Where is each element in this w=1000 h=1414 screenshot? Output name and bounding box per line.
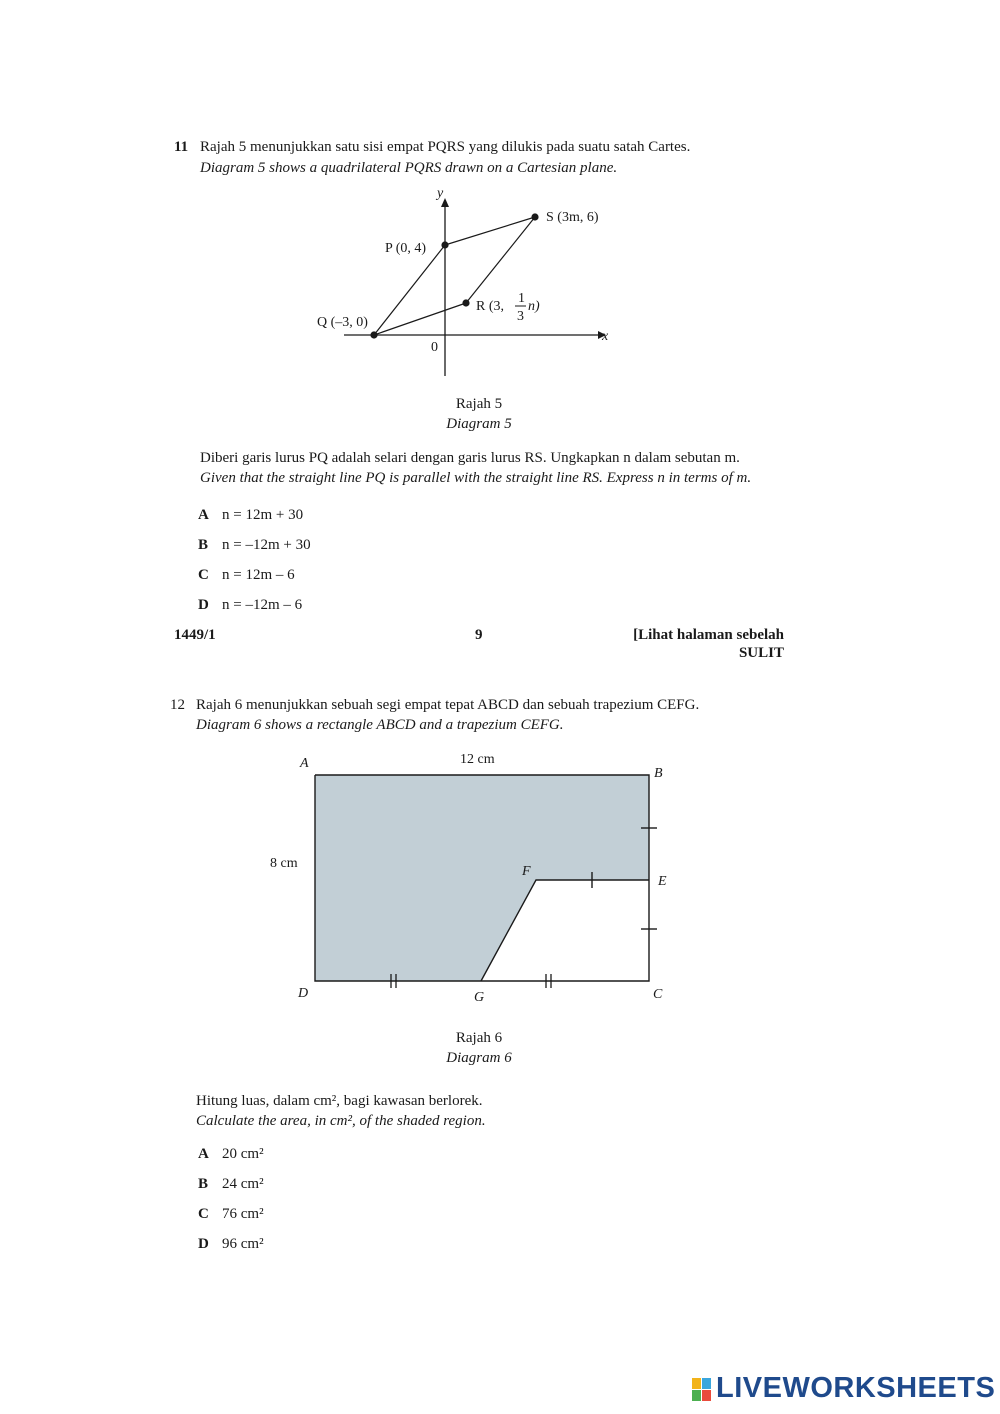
q12-option-b[interactable] <box>198 1176 264 1193</box>
caption-rajah-6: Rajah 6 <box>455 1030 503 1046</box>
point-p <box>441 241 448 248</box>
q11-option-d[interactable] <box>198 597 302 614</box>
option-letter: C <box>198 1206 209 1222</box>
point-s <box>531 213 538 220</box>
question-11-text-ms: Rajah 5 menunjukkan satu sisi empat PQRS yang dilukis pada suatu satah Cartes. <box>200 139 691 155</box>
option-letter: A <box>198 507 209 523</box>
option-text: n = –12m – 6 <box>222 597 303 613</box>
liveworksheets-brand: LIVEWORKSHEETS <box>716 1372 996 1404</box>
question-12-text-en: Diagram 6 shows a rectangle ABCD and a trapezium CEFG. <box>196 717 564 733</box>
label-r <box>476 299 504 314</box>
label-top-length: 12 cm <box>460 752 495 767</box>
option-text: n = 12m + 30 <box>222 507 304 523</box>
option-letter: C <box>198 567 209 583</box>
q11-option-c[interactable] <box>198 567 295 584</box>
label-d: D <box>298 986 309 1001</box>
question-12-text-ms: Rajah 6 menunjukkan sebuah segi empat tepat ABCD dan sebuah trapezium CEFG. <box>196 697 700 713</box>
option-text: n = –12m + 30 <box>222 537 311 553</box>
diagram-6 <box>260 745 690 1010</box>
origin-label: 0 <box>431 340 438 355</box>
caption-diagram-6: Diagram 6 <box>446 1050 512 1066</box>
point-r <box>462 299 469 306</box>
diagram-5 <box>300 180 630 385</box>
option-letter: B <box>198 537 209 553</box>
liveworksheets-logo-icon <box>692 1378 712 1402</box>
x-axis-label: x <box>602 329 609 344</box>
label-e: E <box>658 874 667 889</box>
question-11-prompt-en: Given that the straight line PQ is parallel with the straight line RS. Express n in terms of m. <box>200 470 752 486</box>
option-letter: A <box>198 1146 209 1162</box>
footer-paper-code: 1449/1 <box>174 627 216 643</box>
question-11-number: 11 <box>174 139 189 155</box>
label-q: Q (–3, 0) <box>317 315 368 330</box>
option-text: 20 cm² <box>222 1146 264 1162</box>
label-b: B <box>654 766 663 781</box>
question-11-text-en: Diagram 5 shows a quadrilateral PQRS drawn on a Cartesian plane. <box>200 160 618 176</box>
label-a: A <box>300 756 309 771</box>
y-axis-label: y <box>437 186 444 201</box>
option-text: 96 cm² <box>222 1236 264 1252</box>
point-q <box>370 331 377 338</box>
option-text: n = 12m – 6 <box>222 567 295 583</box>
option-text: 76 cm² <box>222 1206 264 1222</box>
q12-option-a[interactable] <box>198 1146 264 1163</box>
caption-diagram-5: Diagram 5 <box>446 416 512 432</box>
label-f: F <box>522 864 531 879</box>
line-ps <box>445 217 535 245</box>
footer-sulit: SULIT <box>738 645 784 661</box>
footer-page-number: 9 <box>475 627 483 643</box>
q11-option-a[interactable] <box>198 507 303 524</box>
question-12-number: 12 <box>170 697 185 713</box>
caption-rajah-5: Rajah 5 <box>455 396 503 412</box>
label-r-numerator: 1 <box>518 291 525 306</box>
option-letter: D <box>198 597 209 613</box>
option-letter: D <box>198 1236 209 1252</box>
q11-option-b[interactable] <box>198 537 311 554</box>
label-r-suffix: n) <box>528 299 540 314</box>
option-letter: B <box>198 1176 209 1192</box>
footer-next-page: [Lihat halaman sebelah <box>633 627 784 643</box>
shaded-region <box>315 775 649 981</box>
label-c: C <box>653 987 663 1002</box>
label-s: S (3m, 6) <box>546 210 599 225</box>
q12-option-c[interactable] <box>198 1206 264 1223</box>
line-rq <box>374 303 466 335</box>
question-11-prompt-ms: Diberi garis lurus PQ adalah selari dengan garis lurus RS. Ungkapkan n dalam sebutan m. <box>200 450 740 466</box>
option-text: 24 cm² <box>222 1176 264 1192</box>
label-g: G <box>474 990 485 1005</box>
label-r-prefix: R (3, <box>476 299 504 314</box>
question-12-prompt-ms: Hitung luas, dalam cm², bagi kawasan berlorek. <box>196 1093 483 1109</box>
label-side-length: 8 cm <box>270 856 298 871</box>
question-12-prompt-en: Calculate the area, in cm², of the shaded region. <box>196 1113 486 1129</box>
line-pq <box>374 245 445 335</box>
label-p: P (0, 4) <box>385 241 427 256</box>
label-r-denominator: 3 <box>517 309 524 324</box>
q12-option-d[interactable] <box>198 1236 264 1253</box>
